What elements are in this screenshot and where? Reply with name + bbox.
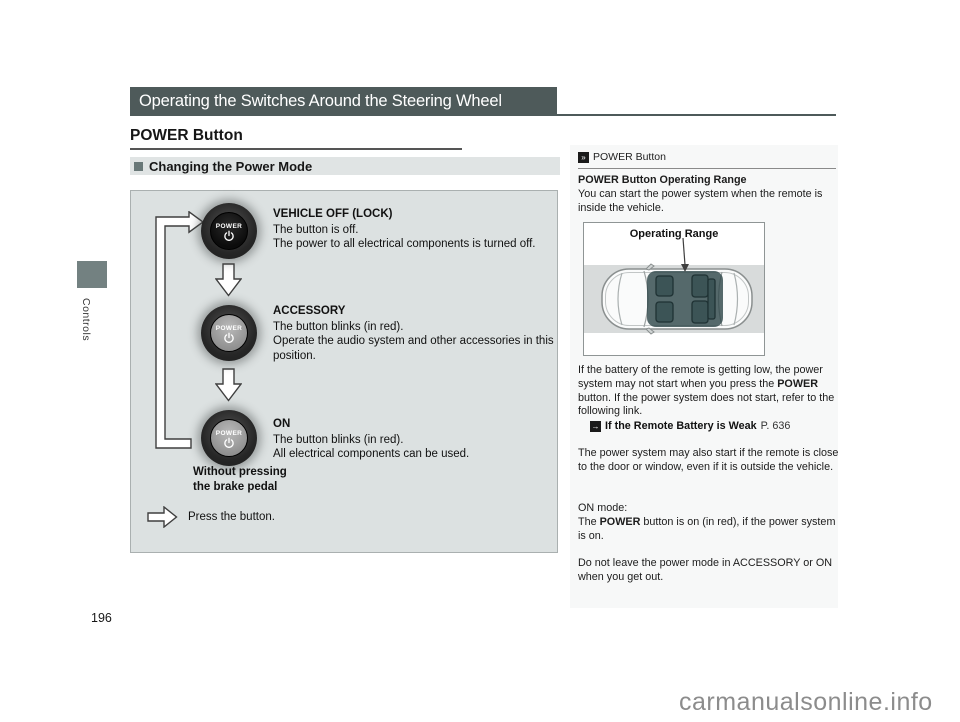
section-heading: POWER Button [130,127,243,144]
text-run-bold: POWER [777,377,819,390]
note-header [578,151,666,163]
info-note-icon: » [578,152,589,163]
power-button-accessory [201,305,257,361]
power-button-on [201,410,257,466]
mode-title: ON [273,418,291,430]
sidebar-paragraph-on-mode [578,516,840,544]
mode-description-accessory [273,304,569,363]
power-symbol-icon [223,437,235,449]
mode-line: Operate the audio system and other accessories in this position. [273,335,554,362]
operating-range-figure [583,222,765,356]
mode-description-vehicle-off [273,207,573,252]
brake-note-line: the brake pedal [193,480,278,493]
power-symbol-icon [223,332,235,344]
note-underline [578,168,836,169]
power-mode-diagram [130,190,558,553]
power-button-label: POWER [215,324,243,332]
legend-text: Press the button. [188,511,275,523]
down-arrow-icon [215,368,242,402]
mode-title: VEHICLE OFF (LOCK) [273,208,393,220]
text-run: button. If the power system does not start, refer to the following link. [578,391,835,418]
subsection-banner [130,157,560,175]
sidebar-paragraph-battery [578,364,840,419]
cross-reference-link[interactable] [590,420,790,432]
sidebar-on-mode-label: ON mode: [578,502,628,514]
text-run: button is on (in red), if the power system is on. [578,516,836,542]
car-top-view-illustration [584,223,764,355]
sidebar-heading: POWER Button Operating Range [578,174,747,186]
reference-label: If the Remote Battery is Weak [605,420,757,432]
brake-pedal-note [193,465,287,494]
power-button-label: POWER [215,222,243,230]
square-bullet-icon [134,162,143,171]
mode-line: The button blinks (in red). [273,320,404,333]
brake-note-line: Without pressing [193,466,287,478]
mode-line: The button blinks (in red). [273,433,404,446]
reference-arrow-icon: → [591,421,600,431]
reference-page: P. 636 [760,420,791,432]
watermark: carmanualsonline.info [679,688,933,716]
power-button-vehicle-off [201,203,257,259]
mode-title: ACCESSORY [273,305,346,317]
mode-line: All electrical components can be used. [273,448,470,460]
text-run-bold: POWER [599,516,641,528]
sidebar-intro: You can start the power system when the remote is inside the vehicle. [578,188,823,214]
power-symbol-icon [223,230,235,242]
chapter-label: Controls [80,298,92,342]
text-run: The [578,516,600,528]
page-title: Operating the Switches Around the Steering Wheel [130,87,557,115]
page-number: 196 [91,611,112,625]
subsection-title: Changing the Power Mode [149,158,313,174]
sidebar-paragraph-warning: Do not leave the power mode in ACCESSORY or ON when you get out. [578,557,833,583]
mode-description-on [273,417,573,462]
mode-line: The power to all electrical components is turned off. [273,238,536,250]
down-arrow-icon [215,263,242,297]
section-underline [130,148,462,150]
text-run: If the battery of the remote is getting low, the power system may not start when you press the [578,364,823,390]
figure-label: Operating Range [629,228,719,240]
mode-line: The button is off. [273,223,359,236]
sidebar-paragraph-proximity: The power system may also start if the remote is close to the door or window, even if it is outside the vehicle. [578,447,839,473]
press-arrow-icon [147,506,178,528]
legend-row [147,506,275,528]
note-tag: POWER Button [593,151,666,163]
power-button-label: POWER [215,429,243,437]
chapter-tab [77,261,107,288]
